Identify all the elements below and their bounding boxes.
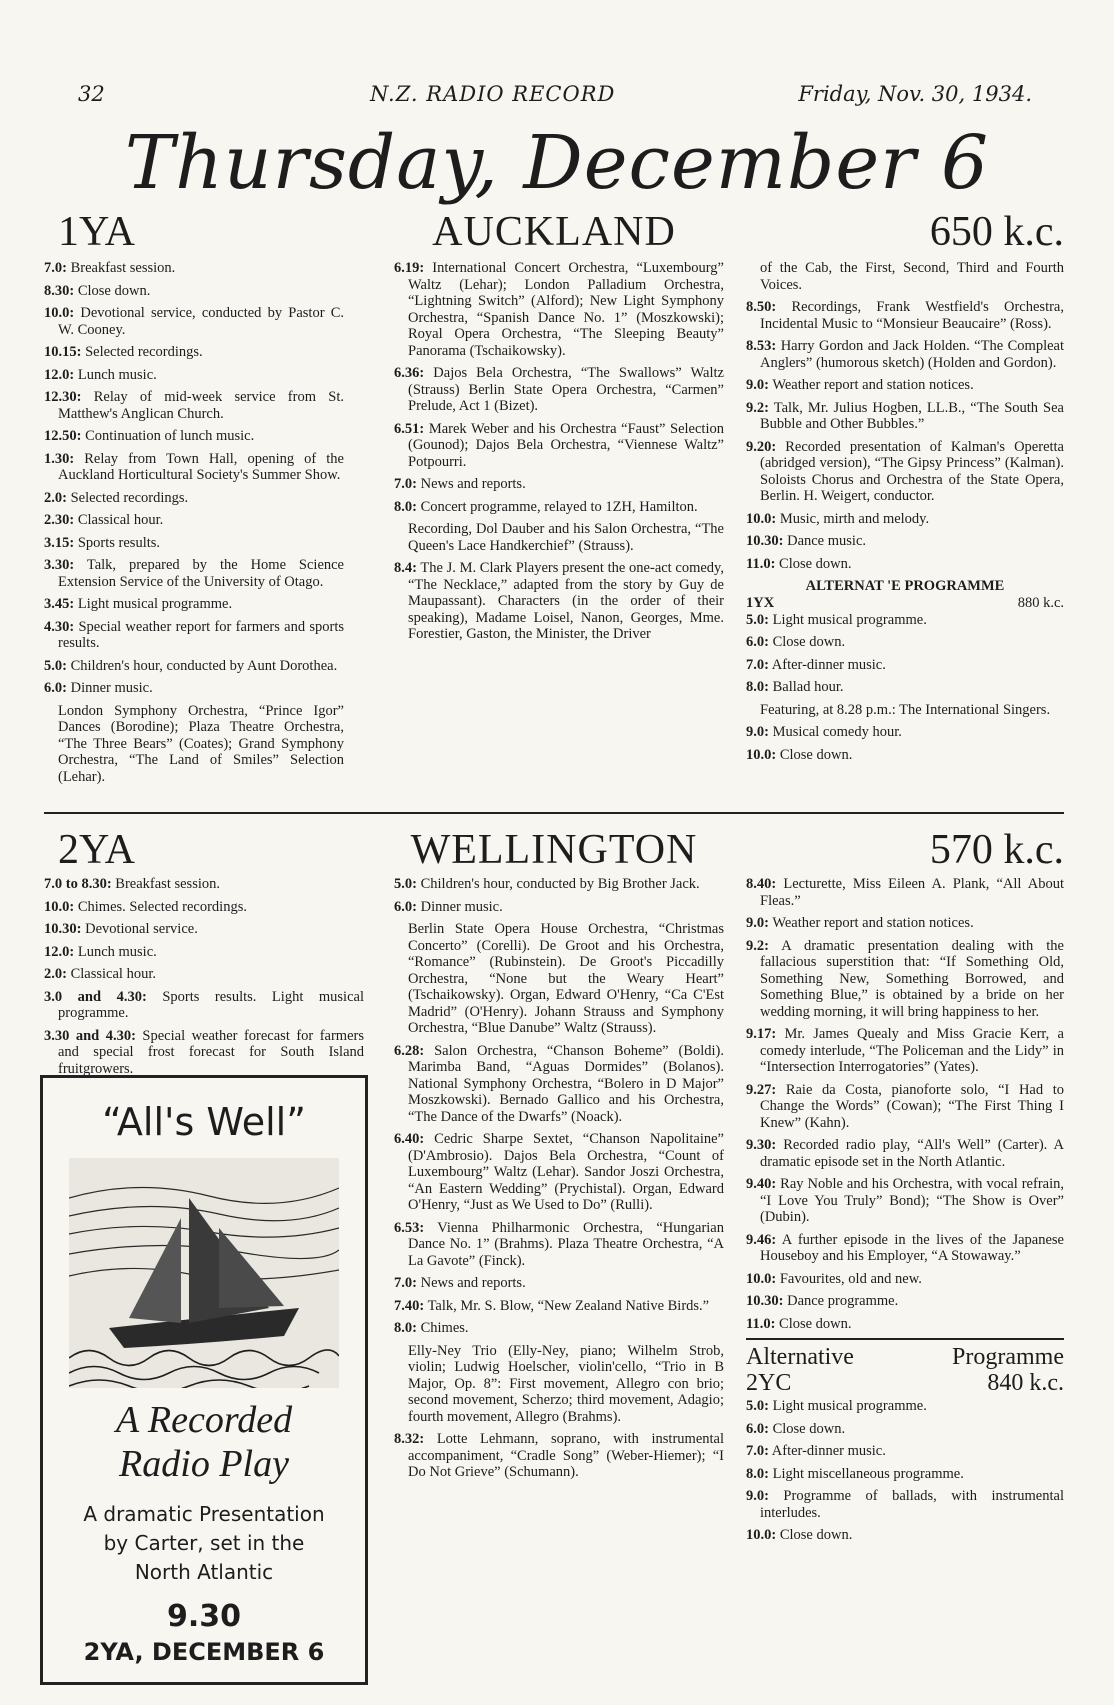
entry-time: 7.0: <box>746 1443 769 1459</box>
entry-time: 9.0: <box>746 915 769 931</box>
programme-entry <box>394 1343 724 1426</box>
entry-time: 5.0: <box>44 657 67 674</box>
programme-entry <box>746 634 1064 651</box>
entry-time: 6.0: <box>394 898 417 915</box>
alt-call-sign: 1YX <box>746 594 775 611</box>
programme-entry <box>394 1298 724 1315</box>
alt-heading-word-1: Alternative <box>746 1344 854 1370</box>
entry-text: Dance music. <box>783 533 867 549</box>
entry-time: 9.17: <box>746 1026 777 1042</box>
entry-text: Close down. <box>775 1315 852 1332</box>
entry-text: Featuring, at 8.28 p.m.: The International Singers. <box>760 701 1051 718</box>
entry-time: 3.30 and 4.30: <box>44 1027 136 1044</box>
programme-entry <box>44 658 344 675</box>
entry-time: 7.0: <box>746 656 769 673</box>
station-header-wellington <box>44 826 1064 872</box>
programme-entry <box>746 1026 1064 1076</box>
station-call-sign: 2YA <box>58 827 136 873</box>
programme-entry <box>746 439 1064 505</box>
entry-text: Ballad hour. <box>768 679 844 695</box>
programme-entry <box>394 521 724 554</box>
programme-entry <box>746 1443 1064 1460</box>
page-title: Thursday, December 6 <box>124 120 990 206</box>
programme-entry <box>44 260 344 277</box>
entry-text: Elly-Ney Trio (Elly-Ney, piano; Wilhelm Strob, violin; Ludwig Hoelscher, violin'cello, “Trio in B Major, Op. 8”: First movement, Allegro con brio; second movement, Scherzo; third movement, Adagio; fourth movement, Allegro (Brahms). <box>408 1342 724 1425</box>
programme-entry <box>44 899 364 916</box>
entry-text: Devotional service. <box>81 921 198 937</box>
programme-entry <box>746 299 1064 332</box>
entry-time: 8.0: <box>746 679 769 695</box>
programme-entry <box>746 1271 1064 1288</box>
entry-text: Ray Noble and his Orchestra, with vocal refrain, “I Love You Truly” Bond); “The Show is Over” (Dubin). <box>760 1176 1064 1225</box>
programme-entry <box>746 657 1064 674</box>
entry-text: Selected recordings. <box>81 344 203 360</box>
programme-entry <box>44 428 344 445</box>
entry-text: London Symphony Orchestra, “Prince Igor” Dances (Borodine); Plaza Theatre Orchestra, “The Three Bears” (Coates); Grand Symphony Orchestra, “The Land of Smiles” Selection (Lehar). <box>58 702 344 785</box>
section-divider <box>44 812 1064 814</box>
programme-entry <box>746 1316 1064 1333</box>
entry-time: 7.40: <box>394 1297 425 1314</box>
programme-entry <box>746 612 1064 629</box>
entry-text: Classical hour. <box>74 512 164 528</box>
entry-text: Children's hour, conducted by Aunt Dorothea. <box>66 657 338 674</box>
ad-description-line-2: by Carter, set in the <box>103 1531 305 1555</box>
programme-entry <box>44 512 344 529</box>
programme-entry <box>394 1431 724 1481</box>
programme-entry <box>44 389 344 422</box>
entry-text: Close down. <box>768 634 846 650</box>
entry-time: 10.0: <box>746 1527 777 1543</box>
programme-entry <box>44 344 344 361</box>
wellington-column-3 <box>746 876 1064 1550</box>
entry-text: Favourites, old and new. <box>776 1270 922 1287</box>
entry-text: Weather report and station notices. <box>768 377 974 393</box>
entry-time: 8.30: <box>44 282 75 299</box>
entry-time: 8.50: <box>746 299 777 315</box>
entry-time: 10.15: <box>44 344 82 360</box>
entry-time: 3.15: <box>44 534 75 551</box>
entry-text: Relay from Town Hall, opening of the Auckland Horticultural Society's Summer Show. <box>58 450 344 483</box>
entry-text: Mr. James Quealy and Miss Gracie Kerr, a comedy interlude, “The Policeman and the Lidy” in “Intersection Interrogatories” (Yates). <box>760 1026 1064 1075</box>
entry-time: 9.0: <box>746 1488 769 1504</box>
programme-entry <box>44 703 344 786</box>
entry-time: 12.0: <box>44 943 75 960</box>
programme-entry <box>394 560 724 643</box>
entry-text: Recorded presentation of Kalman's Operetta (abridged version), “The Gipsy Princess” (Kalman). Soloists Chorus and Orchestra of the State Opera, Berlin. H. Weigert, conductor. <box>760 438 1064 504</box>
entry-text: Special weather report for farmers and sports results. <box>58 618 344 651</box>
entry-text: Recordings, Frank Westfield's Orchestra, Incidental Music to “Monsieur Beaucaire” (Ross). <box>760 299 1064 332</box>
programme-entry <box>44 680 344 697</box>
entry-time: 10.0: <box>44 305 75 321</box>
entry-text: Relay of mid-week service from St. Matthew's Anglican Church. <box>58 389 344 422</box>
alt-programme-list <box>746 612 1064 764</box>
entry-time: 1.30: <box>44 450 75 467</box>
ad-description-line-3: North Atlantic <box>134 1560 274 1584</box>
entry-time: 9.40: <box>746 1176 777 1192</box>
programme-entry <box>746 679 1064 696</box>
programme-entry <box>44 305 344 338</box>
entry-text: Light miscellaneous programme. <box>768 1465 964 1482</box>
entry-text: A dramatic presentation dealing with the fallacious superstition that: “If Something Old, Something New, Something Borrowed, and Something Blue,” is obtained by a bride on her wedding morning, it will bring happiness to her. <box>760 937 1064 1020</box>
alternative-programme-2yc <box>746 1338 1064 1544</box>
alt-programme-station <box>746 595 1064 612</box>
wellington-column-1 <box>44 876 364 1083</box>
entry-text: Close down. <box>74 282 151 299</box>
entry-time: 9.2: <box>746 937 769 954</box>
entry-text: Selected recordings. <box>66 489 189 506</box>
programme-entry <box>44 596 344 613</box>
programme-entry <box>44 283 344 300</box>
ad-quote-title: “All's Well” <box>102 1100 306 1144</box>
programme-entry <box>394 1043 724 1126</box>
programme-entry <box>746 1082 1064 1132</box>
alt-frequency: 840 k.c. <box>987 1370 1064 1396</box>
entry-text: After-dinner music. <box>768 1443 886 1459</box>
programme-entry <box>394 1220 724 1270</box>
entry-time: 9.2: <box>746 399 769 416</box>
wellington-column-3-list <box>746 876 1064 1332</box>
entry-text: Devotional service, conducted by Pastor C. W. Cooney. <box>58 305 344 338</box>
entry-text: Vienna Philharmonic Orchestra, “Hungarian Dance No. 1” (Brahms). Plaza Theatre Orchestra, “A La Gavote” (Finck). <box>408 1219 724 1269</box>
entry-text: Music, mirth and melody. <box>776 510 930 527</box>
entry-time: 5.0: <box>746 611 769 628</box>
entry-text: News and reports. <box>416 476 526 492</box>
programme-entry <box>746 1527 1064 1544</box>
entry-text: The J. M. Clark Players present the one-act comedy, “The Necklace,” adapted from the story by Guy de Maupassant). Characters (in the order of their speaking), Madame Loisel, Nanon, Georges, Mme. Forestier, Gaston, the Minister, the Driver <box>408 560 724 642</box>
programme-entry <box>746 1421 1064 1438</box>
entry-time: 11.0: <box>746 555 776 572</box>
programme-entry <box>394 499 724 516</box>
issue-date: Friday, Nov. 30, 1934. <box>798 82 1032 106</box>
programme-entry <box>746 747 1064 764</box>
programme-entry <box>44 535 344 552</box>
programme-entry <box>746 377 1064 394</box>
entry-time: 8.32: <box>394 1431 425 1447</box>
programme-entry <box>394 1320 724 1337</box>
entry-text: Lunch music. <box>74 943 157 960</box>
programme-entry <box>394 421 724 471</box>
entry-text: Breakfast session. <box>66 260 176 276</box>
entry-time: 10.30: <box>44 921 82 937</box>
station-call-sign: 1YA <box>58 209 136 255</box>
programme-entry <box>394 1131 724 1214</box>
entry-time: 9.46: <box>746 1231 777 1248</box>
auckland-column-3-list <box>746 260 1064 572</box>
programme-entry <box>746 876 1064 909</box>
entry-time: 6.53: <box>394 1219 425 1236</box>
entry-text: Talk, Mr. Julius Hogben, LL.B., “The South Sea Bubble and Other Bubbles.” <box>760 399 1064 432</box>
programme-entry <box>394 1275 724 1292</box>
programme-entry <box>394 921 724 1037</box>
programme-entry <box>746 1176 1064 1226</box>
entry-text: Sports results. Light musical programme. <box>58 988 364 1021</box>
entry-time: 9.27: <box>746 1081 777 1098</box>
programme-entry <box>44 367 344 384</box>
ad-heading-line-1: A Recorded <box>115 1399 293 1441</box>
programme-entry <box>44 921 364 938</box>
entry-time: 3.30: <box>44 557 75 573</box>
auckland-column-3 <box>746 260 1064 769</box>
wellington-column-2 <box>394 876 724 1487</box>
entry-text: Chimes. Selected recordings. <box>74 898 247 915</box>
entry-time: 10.30: <box>746 533 784 549</box>
programme-entry <box>746 915 1064 932</box>
entry-time: 2.0: <box>44 966 67 982</box>
entry-time: 8.0: <box>394 1320 417 1336</box>
entry-time: 7.0: <box>394 476 417 492</box>
entry-text: Chimes. <box>416 1320 469 1336</box>
programme-entry <box>44 451 344 484</box>
entry-text: Dinner music. <box>416 898 503 915</box>
programme-entry <box>44 876 364 893</box>
entry-time: 5.0: <box>394 876 417 892</box>
entry-time: 10.30: <box>746 1293 784 1309</box>
programme-entry <box>394 899 724 916</box>
programme-entry <box>746 556 1064 573</box>
programme-entry <box>394 260 724 359</box>
entry-text: Light musical programme. <box>768 611 927 628</box>
entry-text: A further episode in the lives of the Japanese Houseboy and his Employer, “A Stowaway.” <box>760 1231 1064 1264</box>
entry-text: Children's hour, conducted by Big Brother Jack. <box>416 876 700 892</box>
programme-entry <box>44 1028 364 1078</box>
station-header-auckland <box>44 208 1064 254</box>
entry-text: Weather report and station notices. <box>768 915 974 931</box>
entry-time: 6.51: <box>394 420 425 437</box>
auckland-column-1 <box>44 260 344 791</box>
entry-time: 6.40: <box>394 1131 425 1147</box>
entry-time: 6.0: <box>44 680 67 696</box>
entry-text: Dinner music. <box>66 680 153 696</box>
entry-time: 8.0: <box>746 1465 769 1482</box>
entry-text: Breakfast session. <box>111 876 220 892</box>
entry-text: Sports results. <box>74 534 161 551</box>
programme-entry <box>394 476 724 493</box>
entry-text: Harry Gordon and Jack Holden. “The Compleat Anglers” (humorous sketch) (Holden and Gordon). <box>760 338 1064 371</box>
entry-text: After-dinner music. <box>768 656 886 673</box>
entry-time: 10.0: <box>746 1270 777 1287</box>
programme-entry <box>44 557 344 590</box>
ad-time: 9.30 <box>166 1599 242 1634</box>
programme-entry <box>746 702 1064 719</box>
entry-time: 6.19: <box>394 260 425 276</box>
programme-entry <box>746 1398 1064 1415</box>
entry-text: of the Cab, the First, Second, Third and Fourth Voices. <box>760 260 1064 293</box>
ad-station-date: 2YA, DECEMBER 6 <box>83 1638 325 1666</box>
entry-text: Lotte Lehmann, soprano, with instrumental accompaniment, “Cradle Song” (Weber-Hiemer); “I Do Not Grieve” (Schumann). <box>408 1431 724 1480</box>
entry-time: 9.0: <box>746 377 769 393</box>
station-frequency: 650 k.c. <box>929 209 1064 255</box>
entry-text: Light musical programme. <box>768 1398 927 1414</box>
entry-text: Dajos Bela Orchestra, “The Swallows” Waltz (Strauss) Berlin State Opera Orchestra, “Carmen” Prelude, Act 1 (Bizet). <box>408 365 724 414</box>
entry-time: 10.0: <box>44 898 75 915</box>
entry-text: Marek Weber and his Orchestra “Faust” Selection (Gounod); Dajos Bela Orchestra, “Viennese Waltz” Potpourri. <box>408 420 724 470</box>
alt-programme-heading <box>746 1344 1064 1398</box>
programme-entry <box>746 1232 1064 1265</box>
entry-text: Close down. <box>775 555 852 572</box>
programme-entry <box>394 876 724 893</box>
entry-time: 7.0 to 8.30: <box>44 876 112 892</box>
entry-time: 2.0: <box>44 489 67 506</box>
entry-text: Programme of ballads, with instrumental interludes. <box>760 1488 1064 1521</box>
entry-time: 6.0: <box>746 634 769 650</box>
entry-text: Talk, Mr. S. Blow, “New Zealand Native Birds.” <box>424 1297 710 1314</box>
station-city: WELLINGTON <box>410 827 698 873</box>
programme-entry <box>44 619 344 652</box>
entry-time: 8.0: <box>394 498 417 515</box>
programme-entry <box>746 1466 1064 1483</box>
alt-heading-word-2: Programme <box>952 1344 1064 1370</box>
entry-time: 7.0: <box>394 1275 417 1291</box>
ad-heading <box>43 1398 365 1486</box>
entry-text: Continuation of lunch music. <box>81 428 255 444</box>
station-city: AUCKLAND <box>432 209 676 255</box>
entry-time: 12.30: <box>44 389 82 405</box>
entry-text: Close down. <box>776 1527 853 1543</box>
entry-time: 9.30: <box>746 1137 777 1153</box>
entry-text: Raie da Costa, pianoforte solo, “I Had to Change the Words” (Cowan); “The First Thing I Knew” (Kahn). <box>760 1081 1064 1131</box>
entry-text: International Concert Orchestra, “Luxembourg” Waltz (Lehar); London Palladium Orchestra, “Lightning Switch” (Alford); New Light Symphony Orchestra, “Spanish Dance No. 1” (Moszkowski); Royal Opera Orchestra, “The Sleeping Beauty” Panorama (Tschaikowsky). <box>408 260 724 359</box>
entry-text: Lecturette, Miss Eileen A. Plank, “All About Fleas.” <box>760 876 1064 909</box>
entry-time: 3.45: <box>44 596 75 612</box>
publication-name: N.Z. RADIO RECORD <box>370 82 616 106</box>
programme-entry <box>44 966 364 983</box>
alt-frequency: 880 k.c. <box>1017 594 1064 611</box>
entry-text: Classical hour. <box>66 966 156 982</box>
entry-text: Concert programme, relayed to 1ZH, Hamilton. <box>416 498 698 515</box>
page-header <box>0 82 1114 112</box>
programme-entry <box>746 1137 1064 1170</box>
entry-time: 6.28: <box>394 1042 425 1059</box>
entry-text: Special weather forecast for farmers and special frost forecast for South Island fruitgrowers. <box>58 1027 364 1077</box>
entry-text: Cedric Sharpe Sextet, “Chanson Napolitaine” (D'Ambrosio). Dajos Bela Orchestra, “Count of Luxembourg” Waltz (Lehar). Sandor Joszi Orchestra, “An Eastern Wedding” (Prychistal). Organ, Edward O'Henry, “Just as We Used to Do” (Rulli). <box>408 1131 724 1213</box>
entry-text: Lunch music. <box>74 366 157 383</box>
entry-time: 2.30: <box>44 512 75 528</box>
entry-time: 7.0: <box>44 260 67 276</box>
entry-text: Recorded radio play, “All's Well” (Carter). A dramatic episode set in the North Atlantic. <box>760 1137 1064 1170</box>
entry-time: 8.40: <box>746 876 777 892</box>
entry-text: Salon Orchestra, “Chanson Boheme” (Boldi). Marimba Band, “Aguas Dormides” (Bolanos). National Symphony Orchestra, “Bolero in D Major” Moszkowski). Bernado Gallico and his Orchestra, “The Dance of the Dwarfs” (Noack). <box>408 1042 724 1125</box>
entry-time: 12.0: <box>44 366 75 383</box>
entry-time: 4.30: <box>44 618 75 635</box>
entry-time: 8.4: <box>394 560 417 576</box>
entry-text: Close down. <box>768 1420 846 1437</box>
programme-entry <box>746 511 1064 528</box>
alternative-programme-1yx <box>746 578 1064 763</box>
entry-time: 12.50: <box>44 428 82 444</box>
entry-time: 11.0: <box>746 1315 776 1332</box>
entry-text: Talk, prepared by the Home Science Extension Service of the University of Otago. <box>58 557 344 590</box>
programme-entry <box>746 724 1064 741</box>
entry-text: News and reports. <box>416 1275 526 1291</box>
entry-time: 5.0: <box>746 1398 769 1414</box>
programme-entry <box>746 533 1064 550</box>
station-frequency: 570 k.c. <box>929 827 1064 873</box>
entry-text: Berlin State Opera House Orchestra, “Christmas Concerto” (Corelli). De Groot and his Orchestra, “Romance” (Rubinstein). De Groot's Piccadilly Orchestra, “None but the Weary Heart” (Tschaikowsky). Organ, Edward O'Henry, “Ca C'Est Madrid” (O'Henry). Johann Strauss and Symphony Orchestra, “Blue Danube” Waltz (Strauss). <box>408 921 724 1036</box>
alt-call-sign: 2YC <box>746 1370 792 1396</box>
page-number: 32 <box>78 82 105 106</box>
alt-programme-list <box>746 1398 1064 1544</box>
programme-entry <box>746 938 1064 1021</box>
programme-entry <box>44 490 344 507</box>
programme-entry <box>746 338 1064 371</box>
entry-time: 6.0: <box>746 1420 769 1437</box>
alt-programme-title: ALTERNAT 'E PROGRAMME <box>805 578 1005 594</box>
entry-time: 10.0: <box>746 510 777 527</box>
radio-play-advertisement <box>40 1075 368 1685</box>
programme-entry <box>44 944 364 961</box>
entry-time: 3.0 and 4.30: <box>44 988 147 1005</box>
entry-time: 9.0: <box>746 724 769 740</box>
entry-time: 10.0: <box>746 746 777 763</box>
programme-entry <box>746 1488 1064 1521</box>
entry-time: 6.36: <box>394 365 425 381</box>
programme-entry <box>746 1293 1064 1310</box>
programme-entry <box>746 260 1064 293</box>
programme-entry <box>394 365 724 415</box>
auckland-column-2 <box>394 260 724 649</box>
sailing-ship-illustration-icon <box>69 1158 339 1388</box>
entry-text: Musical comedy hour. <box>768 724 902 740</box>
entry-text: Dance programme. <box>783 1293 899 1309</box>
ad-description <box>43 1500 365 1587</box>
ad-heading-line-2: Radio Play <box>119 1443 289 1485</box>
entry-text: Recording, Dol Dauber and his Salon Orchestra, “The Queen's Lace Handkerchief” (Strauss). <box>408 521 724 554</box>
entry-text: Close down. <box>776 746 853 763</box>
entry-text: Light musical programme. <box>74 596 233 612</box>
programme-entry <box>746 400 1064 433</box>
entry-time: 9.20: <box>746 438 777 455</box>
ad-description-line-1: A dramatic Presentation <box>83 1502 325 1526</box>
entry-time: 8.53: <box>746 338 777 354</box>
programme-entry <box>44 989 364 1022</box>
